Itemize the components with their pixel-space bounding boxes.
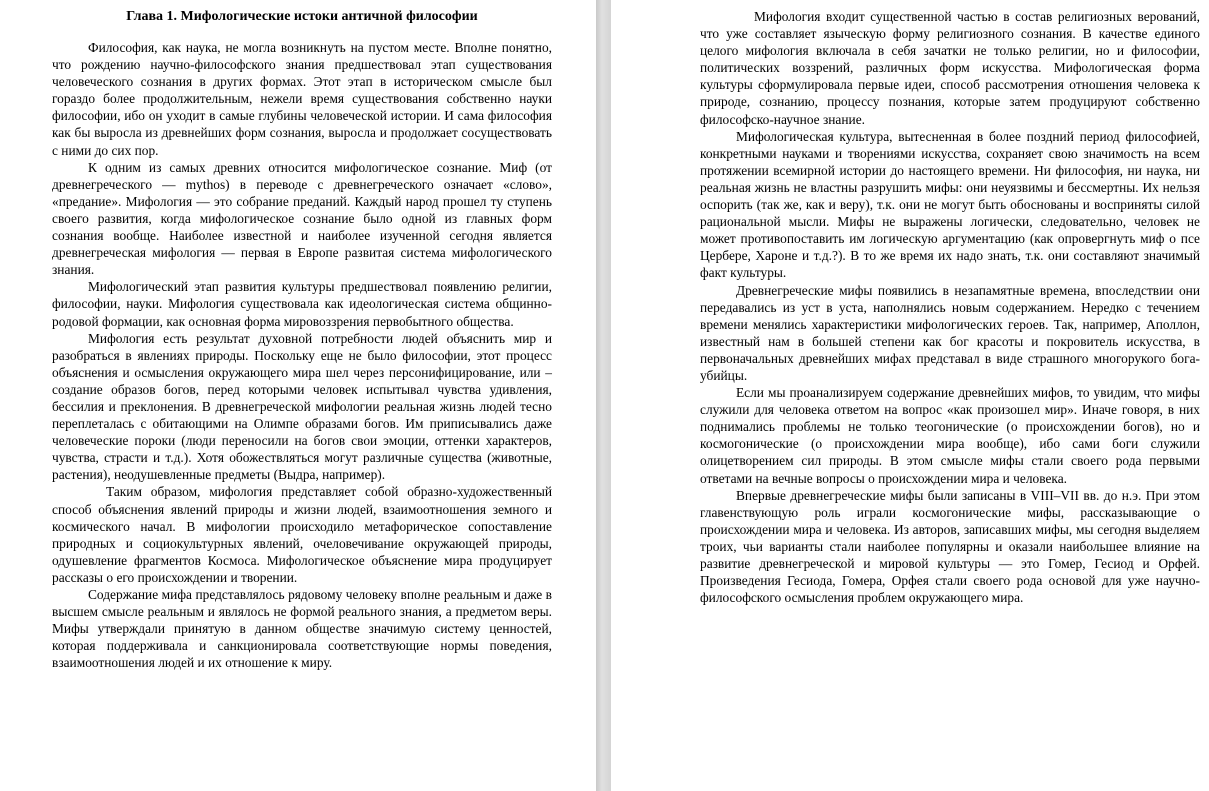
paragraph: Мифологическая культура, вытесненная в более поздний период философией, конкретными науками и творениями искусства, сохраняет свою значимость на всем протяжении всемирной истории до настоящего времени. Ни философия, ни наука, ни реальная жизнь не властны разрушить мифы: они неуязвимы и бессмертны. Их нельзя оспорить (так же, как и веру), т.к. они не могут быть обоснованы и восприняты силой рациональной мысли. Мифы не выражены логически, следовательно, человек не может противопоставить им логическую аргументацию (как опровергнуть миф о псе Цербере, Хароне и т.д.?). В то же время их надо знать, т.к. они составляют значимый факт культуры. — [700, 128, 1200, 281]
page-right-text — [700, 8, 1200, 606]
paragraph: Если мы проанализируем содержание древнейших мифов, то увидим, что мифы служили для человека ответом на вопрос «как произошел мир». Иначе говоря, в них поднимались проблемы не только теогонические (о происхождении богов), но и космогонические (о происхождении мира вообще), ибо сами боги служили олицетворением сил природы. В этом смысле мифы стали своего рода первыми ответами на вечные вопросы о происхождении мира и человека. — [700, 385, 1200, 486]
page-right[interactable] — [611, 0, 1209, 791]
paragraph: Впервые древнегреческие мифы были записаны в VIII–VII вв. до н.э. При этом главенствующую роль играли космогонические мифы, рассказывающие о происхождении мира и человека. Из авторов, записавших мифы, мы сегодня выделяем троих, чьи варианты стали наиболее популярны и оказали наибольшее влияние на развитие древнегреческой и мировой культуры — это Гомер, Гесиод и Орфей. Произведения Гесиода, Гомера, Орфея стали своего рода основой для уже научно-философского осмысления проблем окружающего мира. — [700, 487, 1200, 606]
page-left[interactable] — [0, 0, 596, 791]
paragraph: К одним из самых древних относится мифологическое сознание. Миф (от древнегреческого — mythos) в переводе с древнегреческого означает «слово», «предание». Мифология — это собрание преданий. Каждый народ прошел ту ступень своего развития, когда мифологическое сознание было одной из главных форм сознания вообще. Наиболее известной и наиболее изученной сегодня является древнегреческая мифология — первая в Европе развитая система мифологического знания. — [52, 159, 552, 278]
page-gutter — [596, 0, 611, 791]
paragraph: Содержание мифа представлялось рядовому человеку вполне реальным и даже в высшем смысле реальным и являлось не формой реального знания, а предметом веры. Мифы утверждали принятую в данном обществе значимую систему ценностей, которая поддерживала и санкционировала соответствующие нормы поведения, взаимоотношения людей и их отношение к миру. — [52, 587, 552, 671]
paragraph: Мифология входит существенной частью в состав религиозных верований, что уже составляет языческую форму религиозного сознания. В качестве единого целого мифология включала в себя зачатки не только религии, но и философии, политических воззрений, различных форм искусства. Мифологическая форма культуры сформулировала первые идеи, способ рассмотрения отношения человека к природе, сознанию, процессу познания, которые затем продуцируют собственно философско-научное знание. — [700, 9, 1200, 127]
chapter-title: Глава 1. Мифологические истоки античной философии — [126, 9, 478, 24]
paragraph: Философия, как наука, не могла возникнуть на пустом месте. Вполне понятно, что рождению научно-философского знания предшествовал этап существования человеческого сознания в других формах. Этот этап в историческом смысле был гораздо более продолжительным, нежели время существования собственно науки философии, ибо он уходит в самые глубины человеческой истории. И сама философия как бы выросла из древнейших форм сознания, выросла и продолжает сосуществовать с ними до сих пор. — [52, 40, 552, 158]
paragraph: Таким образом, мифология представляет собой образно-художественный способ объяснения явлений природы и жизни людей, взаимоотношения земного и космического начал. В мифологии происходило метафорическое сопоставление природных и социокультурных явлений, очеловечивание окружающей природы, одушевление фрагментов Космоса. Мифологическое объяснение мира продуцирует рассказы о его происхождении и творении. — [52, 484, 552, 585]
page-left-text — [52, 8, 552, 671]
paragraph: Мифологический этап развития культуры предшествовал появлению религии, философии, науки. Мифология существовала как идеологическая система общинно-родовой формации, как основная форма мировоззрения первобытного общества. — [52, 279, 552, 329]
paragraph: Древнегреческие мифы появились в незапамятные времена, впоследствии они передавались из уст в уста, наполнялись новым содержанием. Нередко с течением времени менялись характеристики мифологических героев. Так, например, Аполлон, известный нам в большей степени как бог красоты и покровитель искусства, в первоначальных древнейших мифах представал в виде страшного многорукого бога-убийцы. — [700, 282, 1200, 383]
paragraph: Мифология есть результат духовной потребности людей объяснить мир и разобраться в явлениях природы. Поскольку еще не было философии, этот процесс объяснения и осмысления окружающего мира шел через персонифицирование, или – создание образов богов, перед которыми человек испытывал чувства удивления, бессилия и преклонения. В древнегреческой мифологии реальная жизнь людей тесно переплеталась с обитающими на Олимпе образами богов. Им приписывались даже человеческие пороки (люди переносили на богов свои эмоции, оттенки характеров, чувства, страсти и т.д.). Хотя обожествляться могут различные существа (животные, растения), неодушевленные предметы (Выдра, например). — [52, 330, 552, 483]
